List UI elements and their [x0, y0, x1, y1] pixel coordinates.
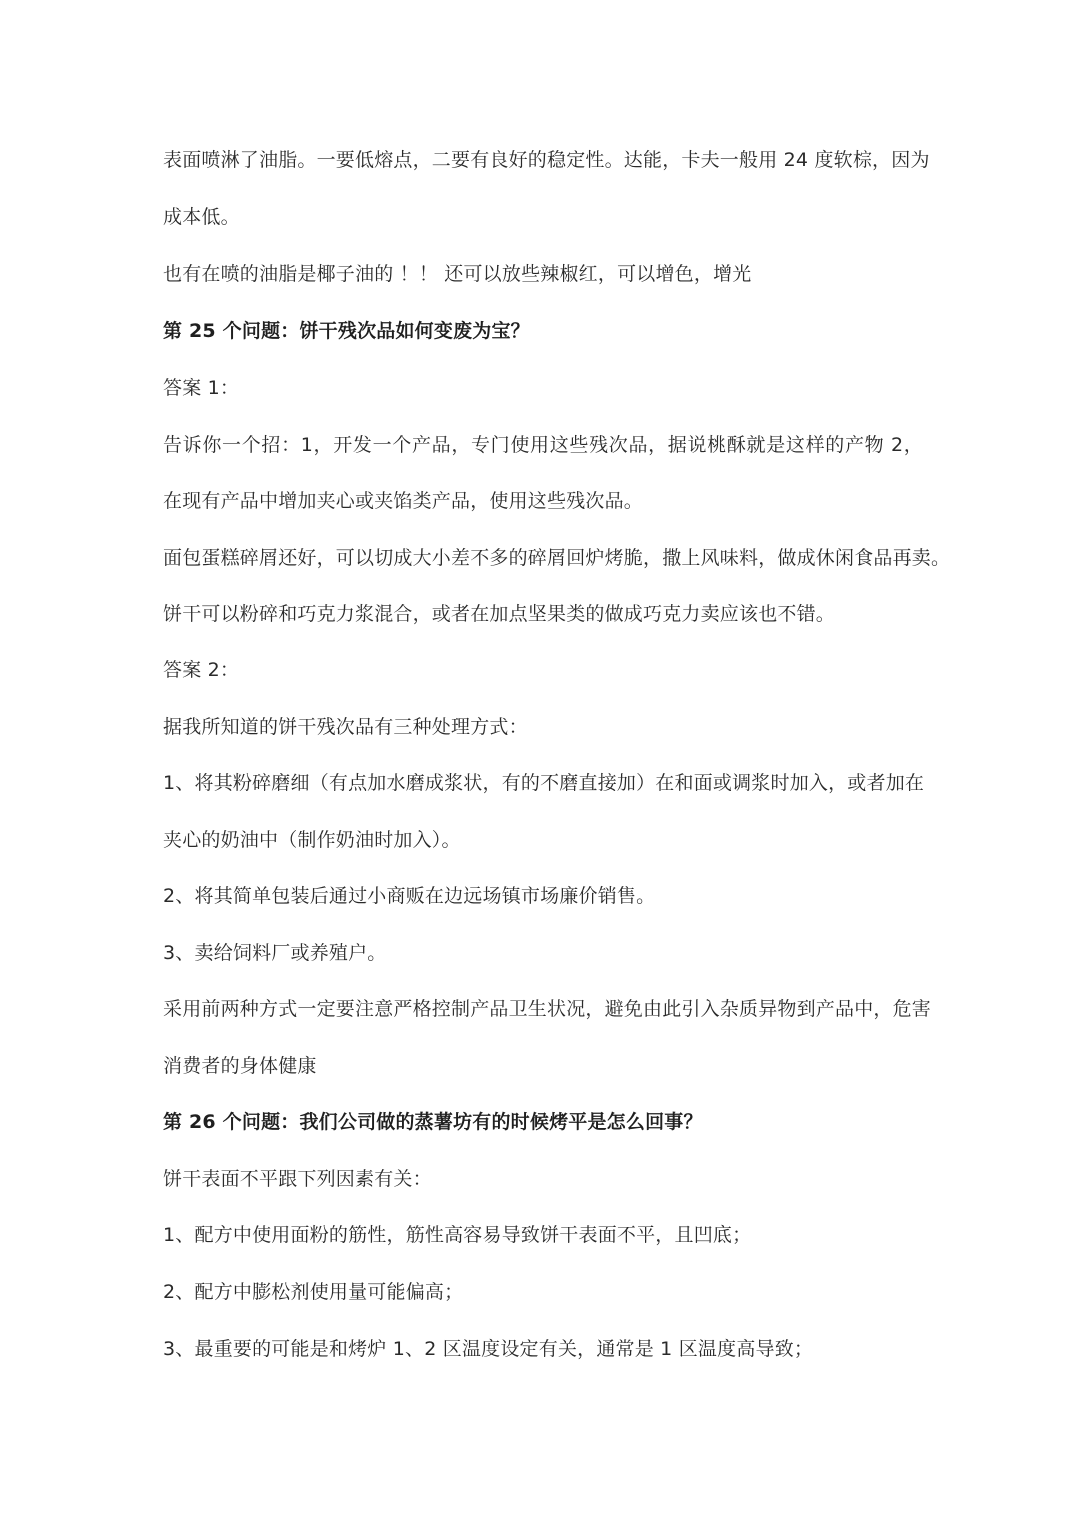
paragraph-line: 饼干可以粉碎和巧克力浆混合，或者在加点坚果类的做成巧克力卖应该也不错。 [163, 603, 836, 625]
list-item: 3、卖给饲料厂或养殖户。 [163, 942, 387, 964]
list-item: 1、配方中使用面粉的筋性，筋性高容易导致饼干表面不平，且凹底； [163, 1224, 752, 1246]
paragraph-line: 消费者的身体健康 [163, 1055, 317, 1077]
paragraph-line: 饼干表面不平跟下列因素有关： [163, 1168, 432, 1190]
list-item: 1、将其粉碎磨细（有点加水磨成浆状，有的不磨直接加）在和面或调浆时加入，或者加在 [163, 772, 925, 794]
paragraph-line: 采用前两种方式一定要注意严格控制产品卫生状况，避免由此引入杂质异物到产品中，危害 [163, 998, 932, 1020]
paragraph-line: 面包蛋糕碎屑还好，可以切成大小差不多的碎屑回炉烤脆，撒上风味料，做成休闲食品再卖。 [163, 547, 951, 569]
answer-label: 答案 1： [163, 377, 240, 399]
paragraph-line: 告诉你一个招：1，开发一个产品，专门使用这些残次品，据说桃酥就是这样的产物 2， [163, 434, 923, 456]
paragraph-line: 据我所知道的饼干残次品有三种处理方式： [163, 716, 528, 738]
paragraph-line: 成本低。 [163, 206, 240, 228]
list-item: 3、最重要的可能是和烤炉 1、2 区温度设定有关，通常是 1 区温度高导致； [163, 1338, 814, 1360]
list-item: 2、将其简单包装后通过小商贩在边远场镇市场廉价销售。 [163, 885, 656, 907]
paragraph-line: 表面喷淋了油脂。一要低熔点，二要有良好的稳定性。达能，卡夫一般用 24 度软棕，因为 [163, 149, 930, 171]
paragraph-line: 在现有产品中增加夹心或夹馅类产品，使用这些残次品。 [163, 490, 644, 512]
list-item: 2、配方中膨松剂使用量可能偏高； [163, 1281, 464, 1303]
section-heading: 第 26 个问题：我们公司做的蒸薯坊有的时候烤平是怎么回事？ [163, 1111, 703, 1133]
paragraph-line: 夹心的奶油中（制作奶油时加入）。 [163, 829, 461, 851]
answer-label: 答案 2： [163, 659, 240, 681]
paragraph-line: 也有在喷的油脂是椰子油的 ！！ 还可以放些辣椒红，可以增色，增光 [163, 263, 752, 285]
section-heading: 第 25 个问题：饼干残次品如何变废为宝？ [163, 320, 530, 342]
